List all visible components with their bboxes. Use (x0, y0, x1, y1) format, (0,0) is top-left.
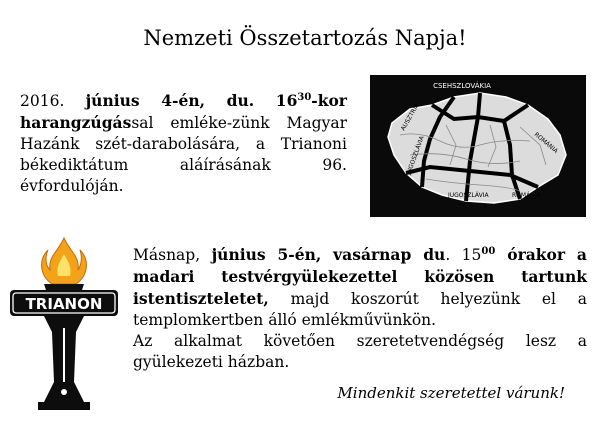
time-superscript: 30 (297, 91, 312, 103)
map-label-czechoslovakia: CSEHSZLOVÁKIA (433, 82, 491, 90)
map-label-austria: AUSZTRIA (399, 102, 421, 132)
map-label-romania-north: ROMÁNIA (532, 131, 560, 155)
para2-line2: Az alkalmat követően szeretetvendégség lesz a gyülekezeti házban. (133, 332, 587, 371)
map-label-yugoslavia-west: JUGOSZLÁVIA (405, 135, 426, 176)
map-label-yugoslavia-south: JUGOSZLÁVIA (448, 192, 489, 199)
para2-bold-rest: órakor a madari testvérgyülekezettel közösen tartunk istentiszteletet, (133, 245, 587, 308)
para2-date: június 5-én, vasárnap du (211, 245, 446, 264)
para2-time-superscript: 00 (481, 245, 496, 257)
date-text: június 4-én, du. $16^{30}$-kor (85, 91, 347, 110)
para2-main: Másnap, június 5-én, vasárnap du. $15^{00}$ órakor a madari testvérgyülekezettel közösen tartunk istentiszteletet, majd koszorút helyezünk el a templomkertben álló emlékművünkön. (133, 245, 587, 329)
divided-hungary-map (370, 75, 586, 217)
year-text: 2016. (20, 92, 86, 110)
closing-invitation: Mindenkit szeretettel várunk! (337, 384, 565, 402)
map-image (370, 75, 586, 217)
para2-rest: majd koszorút helyezünk el a templomkertben álló emlékművünkön. (133, 290, 587, 329)
para1-rest: sal emléke-zünk Magyar Hazánk szét-darabolására, a Trianoni békediktátum aláírásának 96. évfordulóján. (20, 114, 347, 195)
logo-text: TRIANON (25, 295, 103, 313)
bell-text: harangzúgás (20, 113, 132, 132)
map-label-romania-south: ROMÁNIA (512, 192, 541, 199)
announcement-paragraph-1 (20, 90, 347, 197)
announcement-paragraph-2 (133, 244, 587, 373)
page-title: Nemzeti Összetartozás Napja! (143, 26, 467, 50)
para2-intro: Másnap, (133, 246, 212, 264)
